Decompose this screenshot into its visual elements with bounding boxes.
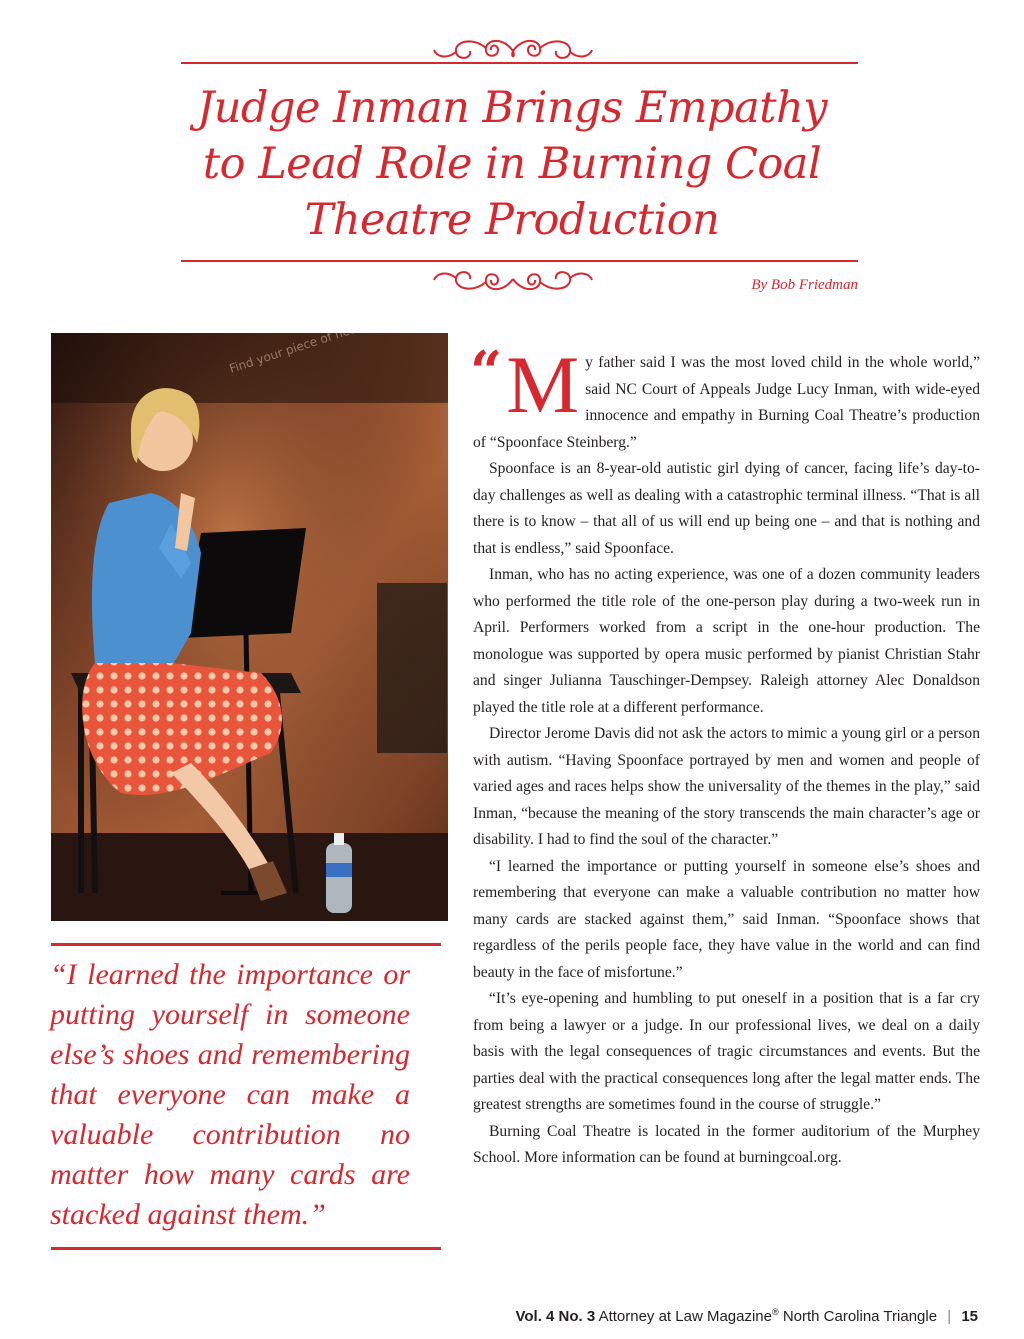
page-footer [515, 1307, 978, 1325]
article-paragraph-7: Burning Coal Theatre is located in the former auditorium of the Murphey School. More information can be found at burningcoal.org. [473, 1122, 980, 1166]
title-line-2: to Lead Role in Burning Coal [202, 139, 822, 189]
title-line-3: Theatre Production [304, 195, 720, 245]
paragraph-text: y father said I was the most loved child in the whole world,” said NC Court of Appeals Judge Lucy Inman, with wide-eyed innocence and empathy in Burning Coal Theatre’s production of “Spoonface Steinberg.” [473, 354, 980, 451]
footer-volume: Vol. 4 No. 3 [515, 1308, 596, 1325]
drop-cap: M [506, 339, 580, 430]
article-paragraph-1 [470, 339, 980, 456]
opening-quote-mark: “ [470, 339, 503, 405]
footer-region: North Carolina Triangle [782, 1308, 938, 1325]
byline: By Bob Friedman [751, 277, 858, 293]
pullquote-bottom-rule [51, 1247, 441, 1250]
pull-quote: “I learned the importance or putting yourself in someone else’s shoes and remembering that everyone can make a valuable contribution no matter how many cards are stacked against them.” [50, 958, 410, 1231]
article-paragraph-6: “It’s eye-opening and humbling to put oneself in a position that is a far cry from being a lawyer or a judge. In our professional lives, we deal on a daily basis with the legal consequences of tragic circumstances and events. But the parties deal with the practical consequences long after the legal matter ends. The greatest strengths are sometimes found in the course of struggle.” [473, 990, 980, 1113]
page-number: 15 [961, 1308, 978, 1325]
article-paragraph-4: Director Jerome Davis did not ask the actors to mimic a young girl or a person with autism. “Having Spoonface portrayed by men and women and people of varied ages and races helps show the universality of the themes in the play,” said Inman, “because the meaning of the story transcends the main character’s age or disability. I had to find the soul of the character.” [473, 725, 980, 848]
footer-magazine: Attorney at Law Magazine [598, 1308, 772, 1325]
footer-registered-mark: ® [772, 1307, 779, 1317]
article-paragraph-3: Inman, who has no acting experience, was one of a dozen community leaders who performed the title role of the one-person play during a two-week run in April. Performers worked from a script in the one-hour production. The monologue was supported by opera music performed by pianist Christian Stahr and singer Julianna Tauschinger-Dempsey. Raleigh attorney Alec Donaldson played the title role at a different performance. [473, 566, 980, 716]
title-line-1: Judge Inman Brings Empathy [196, 83, 827, 133]
header-top-rule [181, 62, 858, 64]
footer-separator: | [947, 1308, 952, 1325]
article-body [470, 339, 980, 1172]
bottom-flourish-ornament [430, 262, 596, 296]
article-paragraph-5: “I learned the importance or putting yourself in someone else’s shoes and remembering that everyone can make a valuable contribution no matter how many cards are stacked against them,” said Inman. “Spoonface shows that regardless of the perils people face, they have value in the world and can find beauty in the face of misfortune.” [473, 857, 980, 981]
article-title [160, 80, 864, 248]
pullquote-top-rule [51, 943, 441, 946]
article-paragraph-2: Spoonface is an 8-year-old autistic girl dying of cancer, facing life’s day-to-day challenges as well as dealing with a catastrophic terminal illness. “That is all there is to know – that all of us will end up being one – and that is nothing and that is endless,” said Spoonface. [473, 460, 980, 557]
performance-photo [51, 333, 448, 921]
